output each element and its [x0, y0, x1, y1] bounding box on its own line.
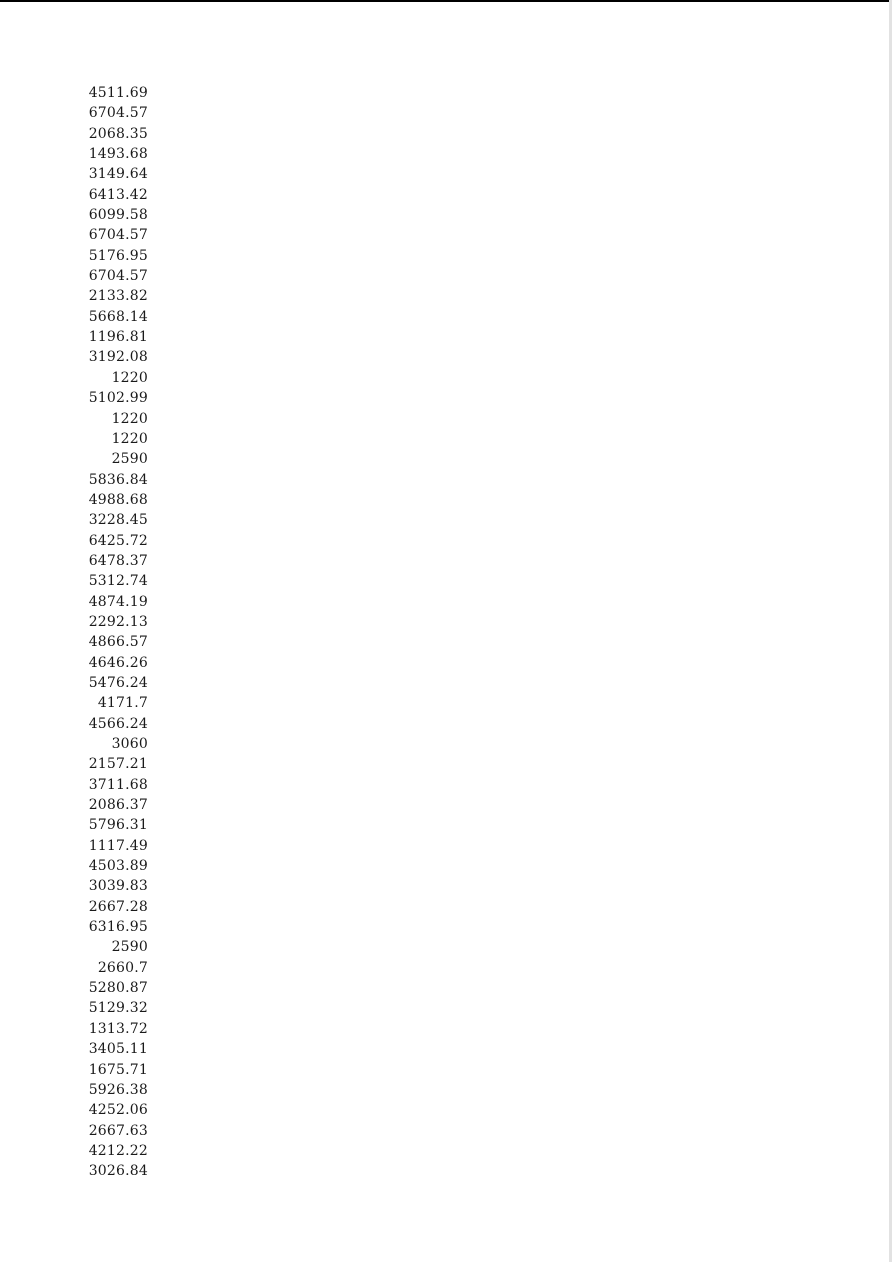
value-cell: 5102.99: [88, 390, 148, 407]
value-cell: 4566.24: [88, 715, 148, 732]
value-cell: 3711.68: [88, 776, 148, 793]
value-cell: 6099.58: [88, 207, 148, 224]
value-cell: 3228.45: [88, 512, 148, 529]
value-cell: 4511.69: [88, 85, 148, 101]
value-cell: 2667.28: [88, 898, 148, 915]
value-cell: 2667.63: [88, 1122, 148, 1139]
value-cell: 3405.11: [88, 1041, 148, 1058]
value-cell: 6704.57: [88, 227, 148, 244]
value-cell: 5668.14: [88, 308, 148, 325]
value-cell: 4171.7: [97, 695, 148, 712]
value-cell: 1220: [111, 369, 148, 386]
page-top-border: [0, 0, 892, 2]
value-cell: 2068.35: [88, 125, 148, 142]
value-cell: 4988.68: [88, 491, 148, 508]
value-cell: 4866.57: [88, 634, 148, 651]
value-cell: 1196.81: [88, 329, 148, 346]
value-cell: 6478.37: [88, 552, 148, 569]
value-cell: 4646.26: [88, 654, 148, 671]
value-cell: 6704.57: [88, 268, 148, 285]
value-cell: 5176.95: [88, 247, 148, 264]
value-cell: 3026.84: [88, 1163, 148, 1180]
value-cell: 4212.22: [88, 1142, 148, 1159]
value-cell: 3039.83: [88, 878, 148, 895]
value-cell: 5280.87: [88, 980, 148, 997]
value-cell: 1675.71: [88, 1061, 148, 1078]
value-cell: 1220: [111, 430, 148, 447]
value-cell: 3149.64: [88, 166, 148, 183]
value-cell: 1493.68: [88, 146, 148, 163]
value-cell: 3060: [111, 736, 148, 752]
value-cell: 5129.32: [88, 1000, 148, 1017]
value-cell: 1220: [111, 410, 148, 427]
value-cell: 2590: [111, 451, 148, 468]
value-cell: 3192.08: [88, 349, 148, 366]
value-cell: 5926.38: [88, 1081, 148, 1098]
value-cell: 5312.74: [88, 573, 148, 590]
value-cell: 5836.84: [88, 471, 148, 488]
value-cell: 2086.37: [88, 797, 148, 814]
value-cell: 4252.06: [88, 1102, 148, 1119]
value-cell: 2157.21: [88, 756, 148, 773]
value-cell: 6316.95: [88, 919, 148, 936]
value-cell: 2590: [111, 939, 148, 956]
value-cell: 6425.72: [88, 532, 148, 549]
value-cell: 4874.19: [88, 593, 148, 610]
value-cell: 2292.13: [88, 613, 148, 630]
value-cell: 1117.49: [88, 837, 148, 854]
value-cell: 1313.72: [88, 1020, 148, 1037]
value-cell: 6413.42: [88, 186, 148, 203]
value-column: [80, 83, 148, 1182]
value-cell: 2660.7: [97, 959, 148, 976]
value-cell: 2133.82: [88, 288, 148, 305]
value-cell: 5796.31: [88, 817, 148, 834]
value-cell: 4503.89: [88, 858, 148, 875]
value-cell: 6704.57: [88, 105, 148, 122]
value-cell: 5476.24: [88, 674, 148, 691]
